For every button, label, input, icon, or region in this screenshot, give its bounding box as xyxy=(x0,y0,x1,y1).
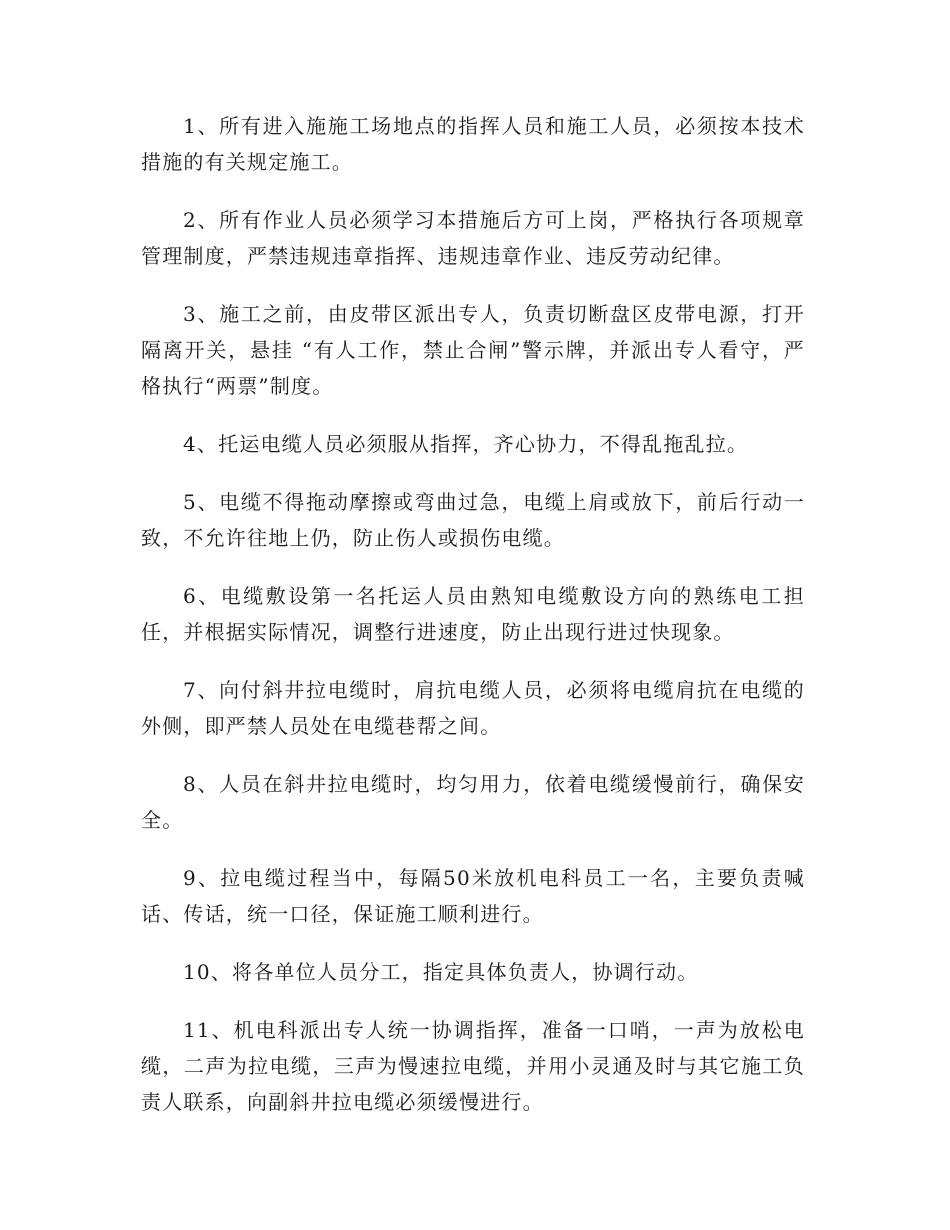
paragraph-item-8: 8、人员在斜井拉电缆时，均匀用力，依着电缆缓慢前行，确保安全。 xyxy=(141,772,805,832)
paragraph-item-2: 2、所有作业人员必须学习本措施后方可上岗，严格执行各项规章管理制度，严禁违规违章指挥、违规违章作业、违反劳动纪律。 xyxy=(141,208,805,268)
paragraph-item-9: 9、拉电缆过程当中，每隔50米放机电科员工一名，主要负责喊话、传话，统一口径，保证施工顺利进行。 xyxy=(141,866,805,926)
paragraph-item-1: 1、所有进入施施工场地点的指挥人员和施工人员，必须按本技术措施的有关规定施工。 xyxy=(141,114,805,174)
paragraph-item-7: 7、向付斜井拉电缆时，肩抗电缆人员，必须将电缆肩抗在电缆的外侧，即严禁人员处在电缆巷帮之间。 xyxy=(141,678,805,738)
paragraph-item-10: 10、将各单位人员分工，指定具体负责人，协调行动。 xyxy=(183,960,699,984)
paragraph-item-5: 5、电缆不得拖动摩擦或弯曲过急，电缆上肩或放下，前后行动一致，不允许往地上仍，防止伤人或损伤电缆。 xyxy=(141,490,805,550)
paragraph-item-6: 6、电缆敷设第一名托运人员由熟知电缆敷设方向的熟练电工担任，并根据实际情况，调整行进速度，防止出现行进过快现象。 xyxy=(141,584,805,644)
paragraph-item-3: 3、施工之前，由皮带区派出专人，负责切断盘区皮带电源，打开隔离开关，悬挂 “有人工作，禁止合闸”警示牌，并派出专人看守，严格执行“两票”制度。 xyxy=(141,302,805,398)
paragraph-item-11: 11、机电科派出专人统一协调指挥，准备一口哨，一声为放松电缆，二声为拉电缆，三声为慢速拉电缆，并用小灵通及时与其它施工负责人联系，向副斜井拉电缆必须缓慢进行。 xyxy=(141,1018,805,1114)
paragraph-item-4: 4、托运电缆人员必须服从指挥，齐心协力，不得乱拖乱拉。 xyxy=(183,432,749,456)
document-body xyxy=(141,108,805,1142)
